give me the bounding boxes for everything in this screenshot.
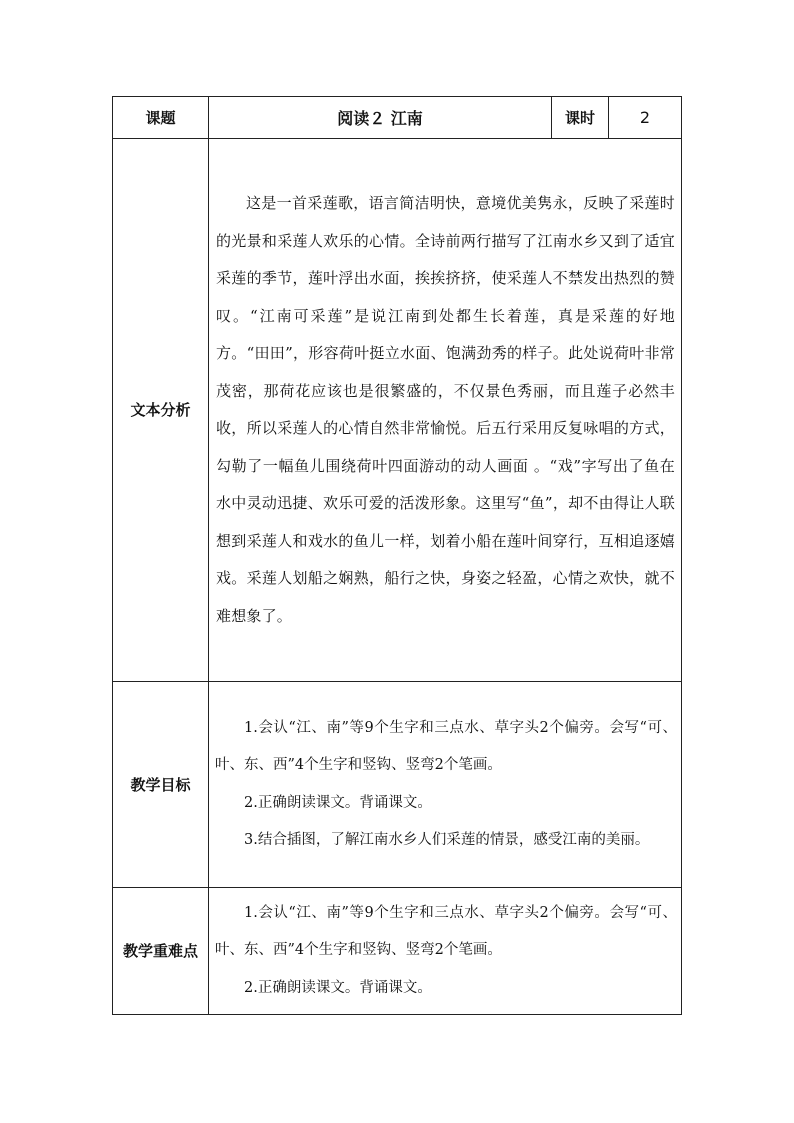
goals-label: 教学目标 xyxy=(113,682,209,888)
key-points-content xyxy=(209,888,682,1015)
key-points-label: 教学重难点 xyxy=(113,888,209,1015)
analysis-content xyxy=(209,139,682,682)
topic-value: 阅读２ 江南 xyxy=(209,97,552,139)
key-points-item: 2.正确朗读课文。背诵课文。 xyxy=(244,979,432,996)
header-row xyxy=(113,97,682,139)
key-points-item: 1.会认“江、南”等9个生字和三点水、草字头2个偏旁。会写“可、叶、东、西”4个生字和竖钩、竖弯2个笔画。 xyxy=(215,904,677,959)
analysis-label: 文本分析 xyxy=(113,139,209,682)
lesson-plan-table xyxy=(112,96,682,1015)
hours-value: 2 xyxy=(609,97,682,139)
goals-item: 2.正确朗读课文。背诵课文。 xyxy=(244,794,432,811)
hours-label: 课时 xyxy=(552,97,609,139)
topic-label: 课题 xyxy=(113,97,209,139)
analysis-row xyxy=(113,139,682,682)
goals-content xyxy=(209,682,682,888)
goals-row xyxy=(113,682,682,888)
key-points-row xyxy=(113,888,682,1015)
goals-item: 1.会认“江、南”等9个生字和三点水、草字头2个偏旁。会写“可、叶、东、西”4个生字和竖钩、竖弯2个笔画。 xyxy=(215,719,677,773)
analysis-paragraph: 这是一首采莲歌，语言简洁明快，意境优美隽永，反映了采莲时的光景和采莲人欢乐的心情。全诗前两行描写了江南水乡又到了适宜采莲的季节，莲叶浮出水面，挨挨挤挤，使采莲人不禁发出热烈的赞叹。“江南可采莲”是说江南到处都生长着莲，真是采莲的好地方。“田田”，形容荷叶挺立水面、饱满劲秀的样子。此处说荷叶非常茂密，那荷花应该也是很繁盛的，不仅景色秀丽，而且莲子必然丰收，所以采莲人的心情自然非常愉悦。后五行采用反复咏唱的方式，勾勒了一幅鱼儿围绕荷叶四面游动的动人画面 。“戏”字写出了鱼在水中灵动迅捷、欢乐可爱的活泼形象。这里写“鱼”，却不由得让人联想到采莲人和戏水的鱼儿一样，划着小船在莲叶间穿行，互相追逐嬉戏。采莲人划船之娴熟，船行之快，身姿之轻盈，心情之欢快，就不难想象了。 xyxy=(216,194,675,625)
goals-item: 3.结合插图，了解江南水乡人们采莲的情景，感受江南的美丽。 xyxy=(244,832,650,848)
